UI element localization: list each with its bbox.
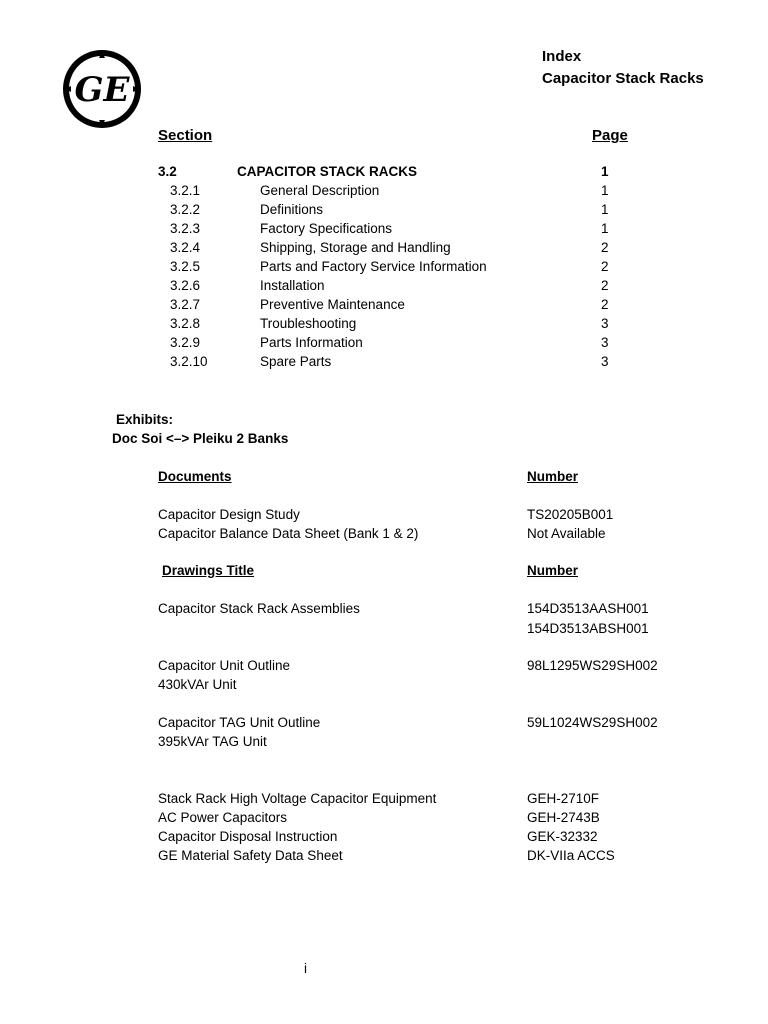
toc-item bbox=[0, 183, 768, 202]
toc-item-title: General Description bbox=[260, 183, 380, 198]
drawing-title: Capacitor Stack Rack Assemblies bbox=[158, 601, 360, 616]
toc-item-number: 3.2.10 bbox=[170, 354, 208, 369]
section-heading: Section bbox=[158, 127, 213, 144]
toc-item bbox=[0, 297, 768, 316]
toc-item-title: Parts Information bbox=[260, 335, 363, 350]
toc-item bbox=[0, 335, 768, 354]
toc-item-number: 3.2.3 bbox=[170, 221, 201, 236]
toc-item-title: Parts and Factory Service Information bbox=[260, 259, 487, 274]
toc-main-title: CAPACITOR STACK RACKS bbox=[237, 164, 418, 179]
toc-main-number: 3.2 bbox=[158, 164, 177, 179]
toc-item-number: 3.2.8 bbox=[170, 316, 201, 331]
drawing-number: 154D3513AASH001 bbox=[527, 601, 649, 616]
page-heading: Page bbox=[592, 127, 628, 144]
reference-number: DK-VIIa ACCS bbox=[527, 848, 615, 863]
toc-item-title: Definitions bbox=[260, 202, 324, 217]
footer-page-number: i bbox=[304, 961, 307, 976]
toc-item-page: 1 bbox=[601, 202, 609, 217]
toc-main-row bbox=[0, 164, 768, 183]
toc-item-page: 2 bbox=[601, 297, 609, 312]
toc-item-page: 2 bbox=[601, 278, 609, 293]
page-title: Index bbox=[542, 48, 582, 65]
documents-heading: Documents bbox=[158, 469, 232, 484]
toc-item-number: 3.2.4 bbox=[170, 240, 201, 255]
toc-item-title: Troubleshooting bbox=[260, 316, 357, 331]
ge-logo bbox=[62, 49, 142, 129]
toc-item-number: 3.2.1 bbox=[170, 183, 201, 198]
document-number: Not Available bbox=[527, 526, 606, 541]
drawing-number: 59L1024WS29SH002 bbox=[527, 715, 658, 730]
drawing-subtitle: 430kVAr Unit bbox=[158, 677, 237, 692]
reference-number: GEH-2710F bbox=[527, 791, 600, 806]
toc-item bbox=[0, 278, 768, 297]
toc-main-page: 1 bbox=[601, 164, 609, 179]
exhibits-label: Exhibits: bbox=[116, 412, 174, 427]
toc-item bbox=[0, 202, 768, 221]
reference-title: AC Power Capacitors bbox=[158, 810, 288, 825]
toc-item bbox=[0, 240, 768, 259]
drawings-number-heading: Number bbox=[527, 563, 579, 578]
toc-item-page: 3 bbox=[601, 335, 609, 350]
toc-item-title: Preventive Maintenance bbox=[260, 297, 405, 312]
toc-item-number: 3.2.6 bbox=[170, 278, 201, 293]
toc-item-title: Installation bbox=[260, 278, 325, 293]
reference-number: GEH-2743B bbox=[527, 810, 600, 825]
reference-title: Capacitor Disposal Instruction bbox=[158, 829, 338, 844]
drawing-number: 98L1295WS29SH002 bbox=[527, 658, 658, 673]
reference-title: GE Material Safety Data Sheet bbox=[158, 848, 343, 863]
toc-item bbox=[0, 354, 768, 373]
drawings-heading: Drawings Title bbox=[162, 563, 255, 578]
toc-item-number: 3.2.7 bbox=[170, 297, 201, 312]
drawing-subtitle: 395kVAr TAG Unit bbox=[158, 734, 267, 749]
toc-item-title: Spare Parts bbox=[260, 354, 332, 369]
reference-title: Stack Rack High Voltage Capacitor Equipment bbox=[158, 791, 437, 806]
toc-item-page: 3 bbox=[601, 354, 609, 369]
document-number: TS20205B001 bbox=[527, 507, 614, 522]
drawing-title: Capacitor Unit Outline bbox=[158, 658, 291, 673]
toc-item bbox=[0, 259, 768, 278]
toc-item-number: 3.2.5 bbox=[170, 259, 201, 274]
toc-item-page: 1 bbox=[601, 221, 609, 236]
toc-item-title: Factory Specifications bbox=[260, 221, 393, 236]
toc-item-page: 2 bbox=[601, 240, 609, 255]
toc-item-number: 3.2.2 bbox=[170, 202, 201, 217]
toc-item-page: 3 bbox=[601, 316, 609, 331]
toc-item bbox=[0, 221, 768, 240]
drawing-title: Capacitor TAG Unit Outline bbox=[158, 715, 321, 730]
logo-text: GE bbox=[74, 70, 130, 110]
page-subtitle: Capacitor Stack Racks bbox=[542, 70, 704, 87]
document-title: Capacitor Balance Data Sheet (Bank 1 & 2) bbox=[158, 526, 419, 541]
document-title: Capacitor Design Study bbox=[158, 507, 300, 522]
toc-item bbox=[0, 316, 768, 335]
reference-number: GEK-32332 bbox=[527, 829, 598, 844]
toc-item-page: 2 bbox=[601, 259, 609, 274]
drawing-number: 154D3513ABSH001 bbox=[527, 621, 649, 636]
documents-number-heading: Number bbox=[527, 469, 579, 484]
toc-item-page: 1 bbox=[601, 183, 609, 198]
exhibits-project: Doc Soi <–> Pleiku 2 Banks bbox=[112, 431, 289, 446]
toc-item-number: 3.2.9 bbox=[170, 335, 201, 350]
toc-item-title: Shipping, Storage and Handling bbox=[260, 240, 451, 255]
